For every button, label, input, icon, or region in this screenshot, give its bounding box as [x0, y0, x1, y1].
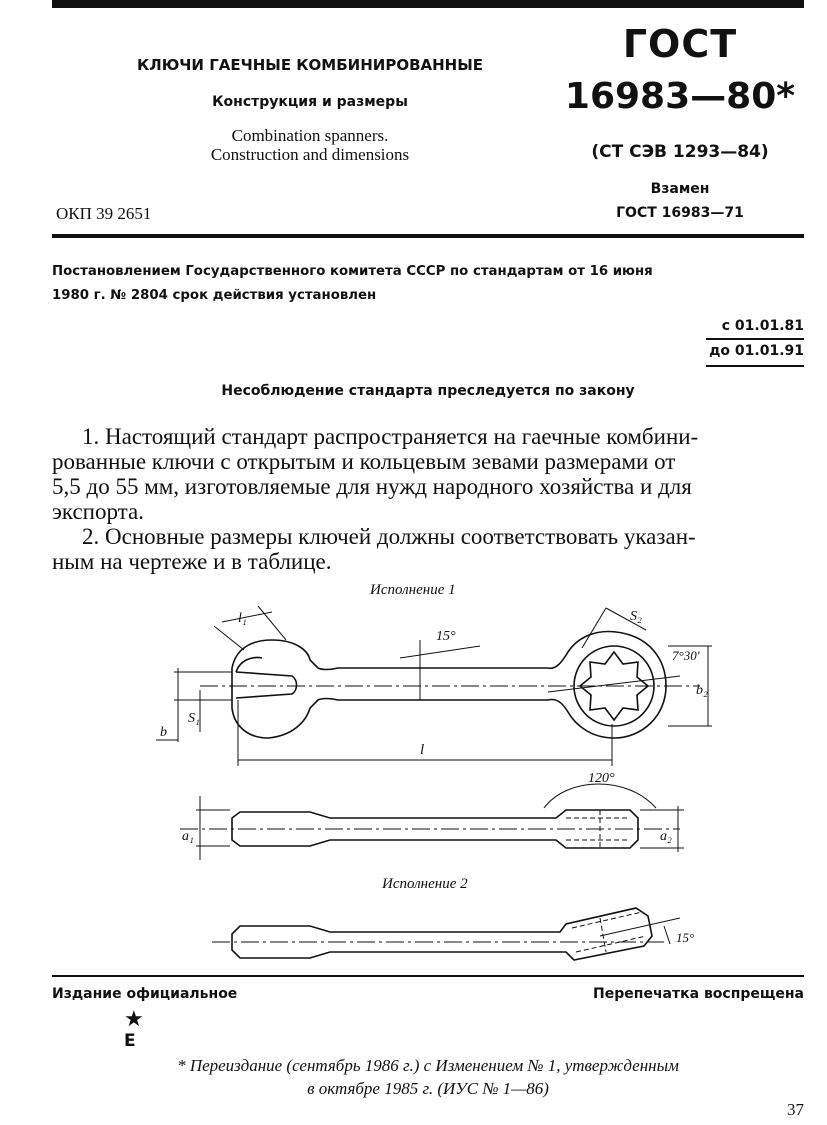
clause-2-line1: 2. Основные размеры ключей должны соответствовать указан- [82, 524, 696, 549]
clause-1-line3: 5,5 до 55 мм, изготовляемые для нужд народного хозяйства и для [52, 474, 692, 499]
decree-line1: Постановлением Государственного комитета СССР по стандартам от 16 июня [52, 264, 653, 279]
clause-1-line2: рованные ключи с открытым и кольцевым зевами размерами от [52, 449, 676, 474]
gost-number: 16983—80* [564, 76, 796, 117]
dim-b2: b₂ [696, 683, 708, 698]
dim-b: b [160, 725, 167, 740]
standard-subtitle: Конструкция и размеры [212, 94, 408, 110]
header-rule [52, 234, 804, 238]
english-title-line2: Construction and dimensions [210, 145, 410, 164]
reprint-prohibited: Перепечатка воспрещена [593, 986, 804, 1002]
dim-l: l [420, 742, 425, 758]
dim-a2: a₂ [660, 829, 672, 844]
clause-1-line4: экспорта. [52, 499, 144, 524]
date-underline [706, 338, 804, 340]
dim-l1: l₁ [238, 611, 247, 626]
page-number: 37 [787, 1100, 804, 1119]
decree-line2: 1980 г. № 2804 срок действия установлен [52, 288, 377, 303]
gost-label: ГОСТ [622, 22, 738, 66]
angle-15: 15° [436, 629, 456, 644]
variant-1-label: Исполнение 1 [370, 582, 456, 598]
footer-rule [52, 975, 804, 977]
replaces-gost: ГОСТ 16983—71 [616, 205, 744, 221]
star-mark: ★ [124, 1006, 144, 1031]
english-title-line1: Combination spanners. [231, 126, 389, 145]
st-sev-number: (СТ СЭВ 1293—84) [591, 142, 769, 162]
clause-2-line2: ным на чертеже и в таблице. [52, 549, 332, 574]
date-to: до 01.01.91 [709, 343, 804, 359]
clause-1-line1: 1. Настоящий стандарт распространяется на гаечные комбини- [82, 424, 699, 449]
angle-15-side: 15° [676, 930, 695, 945]
dim-s1: S₁ [188, 711, 200, 726]
official-edition: Издание официальное [52, 986, 238, 1002]
dim-a1: a₁ [182, 829, 194, 844]
date-from: с 01.01.81 [721, 318, 804, 334]
legal-warning: Несоблюдение стандарта преследуется по закону [221, 383, 635, 399]
spanner-drawing [0, 570, 827, 970]
side-view-variant-2 [232, 908, 652, 960]
reissue-note-line1: * Переиздание (сентябрь 1986 г.) с Изменением № 1, утвержденным [177, 1056, 679, 1075]
okp-code: ОКП 39 2651 [56, 204, 152, 223]
reissue-note-line2: в октябре 1985 г. (ИУС № 1—86) [307, 1079, 549, 1098]
angle-120: 120° [588, 771, 615, 786]
date-bottom-rule [706, 365, 804, 367]
edition-letter: E [124, 1031, 136, 1051]
replaces-label: Взамен [650, 181, 710, 197]
top-rule [52, 0, 804, 8]
angle-7-30: 7°30' [672, 648, 700, 663]
standard-title: КЛЮЧИ ГАЕЧНЫЕ КОМБИНИРОВАННЫЕ [136, 56, 484, 74]
open-end-jaw [236, 672, 297, 698]
dim-s2: S₂ [630, 609, 642, 624]
variant-2-label: Исполнение 2 [382, 876, 468, 892]
